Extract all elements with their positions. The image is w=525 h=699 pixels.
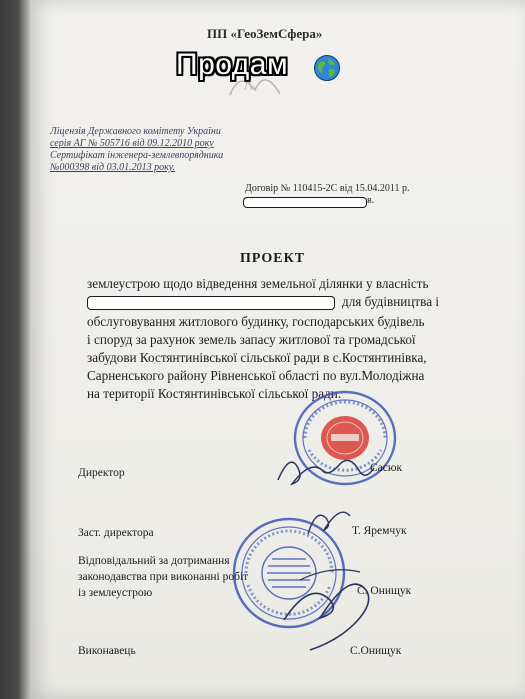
body-line: на території Костянтинівської сільської ради. [87,386,342,401]
body-line: для будівництва і [342,294,440,309]
executor-name: С.Онищук [350,645,402,657]
director-signature [270,450,380,490]
redaction-bar [244,198,366,207]
body-line: Сарненського району Рівненської області по вул.Молодіжна [87,368,425,383]
responsible-label-line: із землеустрою [78,587,153,599]
director-label: Директор [78,467,125,479]
license-line-2: серія АГ № 505716 від 09.12.2010 року [50,138,214,149]
body-line: забудови Костянтинівської сільської ради в с.Костянтинівка, [87,350,427,365]
contract-reference: Договір № 110415-2С від 15.04.2011 р. [245,183,410,194]
responsible-name: С. Онищук [357,585,412,597]
responsible-label-line: Відповідальний за дотримання [78,555,230,567]
body-line: землеустрою щодо відведення земельної ділянки у власність [87,276,429,291]
deputy-label: Заст. директора [78,527,154,539]
license-line-3: Сертифікат інженера-землевпорядника [50,150,224,161]
deputy-name: Т. Яремчук [352,525,407,537]
executor-label: Виконавець [78,645,136,657]
sale-overlay-text: Продам [176,48,289,81]
license-line-4: №000398 від 03.01.2013 року. [50,162,176,173]
body-line: обслуговування житлового будинку, господарських будівель [87,314,425,329]
license-line-1: Ліцензія Державного комітету України [50,126,221,137]
deputy-signature [300,500,360,540]
contract-tail: в. [367,195,375,206]
document-title: ПРОЕКТ [240,251,306,266]
redaction-bar [88,297,334,309]
responsible-label-line: законодавства при виконанні робіт [78,571,249,583]
director-name: Сасюк [370,462,403,474]
company-name: ПП «ГеоЗемСфера» [207,26,323,41]
globe-icon [313,54,341,82]
body-line: і споруд за рахунок земель запасу житлової та громадської [87,332,416,347]
